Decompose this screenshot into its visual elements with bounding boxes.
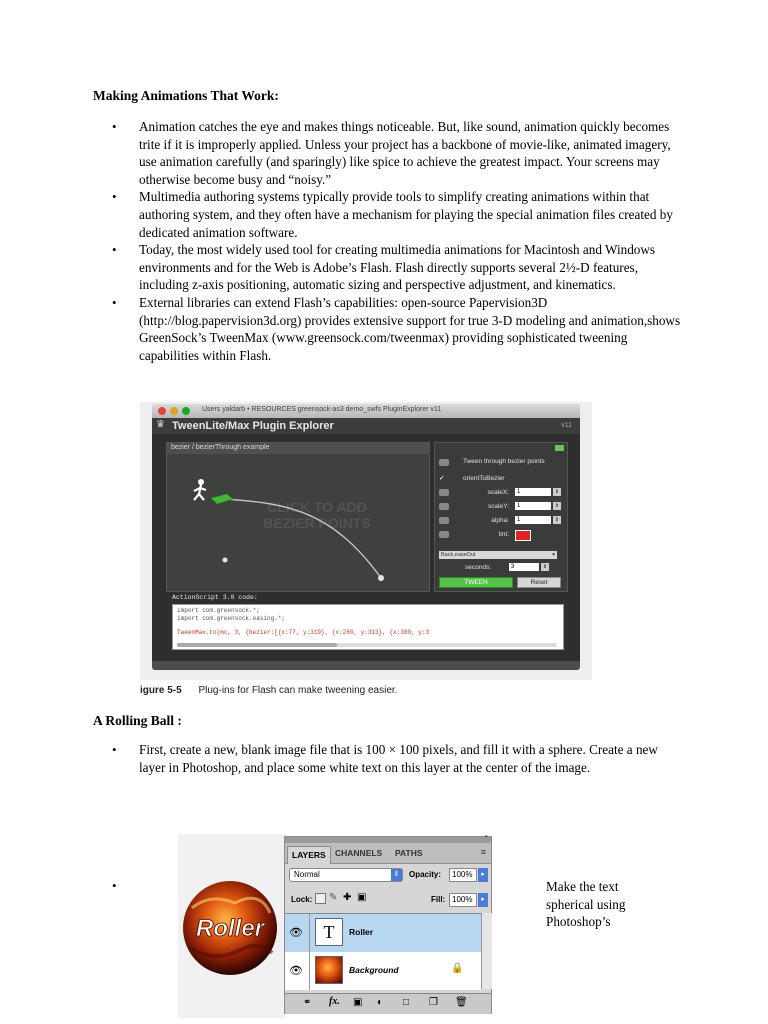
- stage-title: bezier / bezierThrough example: [171, 444, 270, 451]
- code-header: ActionScript 3.0 code:: [172, 594, 258, 601]
- bullet-list-animations: [112, 118, 687, 364]
- field-label: scaleY:: [488, 503, 509, 510]
- figure-plugin-explorer: [140, 402, 592, 680]
- version-label: v11: [561, 422, 572, 429]
- figure-caption: [140, 685, 397, 696]
- bullet-icon: •: [112, 189, 117, 205]
- list-item-text: External libraries can extend Flash’s capabilities: open-source Papervision3D (http://blog.papervision3d.org) provides extensive support for true 3-D modeling and animation,shows GreenSock’s TweenMax (www.greensock.com/tweenmax) providing sophisticated tweening capabilities within Flash.: [139, 294, 681, 363]
- row-divider: [309, 914, 310, 952]
- control-panel: [434, 442, 568, 592]
- code-line: import com.greensock.*;: [177, 607, 260, 614]
- field-label: alpha:: [491, 517, 509, 524]
- minimize-icon[interactable]: [170, 407, 178, 415]
- mask-icon[interactable]: ▣: [353, 997, 363, 1008]
- caption-label: igure 5-5: [140, 685, 182, 696]
- layer-name: Background: [349, 965, 399, 975]
- opacity-slider-icon[interactable]: ▸: [478, 868, 488, 882]
- list-item-text: Multimedia authoring systems typically provide tools to simplify creating animations within that authoring system, and they often have a mechanism for playing the special animation files created by dedicated animation software.: [139, 189, 673, 240]
- blend-mode-value: Normal: [294, 870, 320, 879]
- runner-icon: [194, 479, 206, 500]
- lock-label: Lock:: [291, 895, 313, 904]
- tint-checkbox[interactable]: [439, 531, 449, 538]
- list-item-text: First, create a new, blank image file that is 100 × 100 pixels, and fill it with a sphere. Create a new layer in Photoshop, and place some white text on this layer at the center of the image.: [139, 742, 658, 775]
- list-item: [112, 118, 687, 188]
- app-frame: [152, 418, 580, 661]
- chevron-updown-icon: ⇕: [391, 869, 402, 881]
- field-label: scaleX:: [487, 489, 509, 496]
- list-item: [112, 294, 687, 364]
- bezier-point[interactable]: [223, 558, 228, 563]
- scalex-input[interactable]: 1: [515, 488, 551, 496]
- eye-icon[interactable]: 👁: [289, 965, 303, 977]
- app-header: [152, 418, 580, 434]
- bullet-list-rolling-ball: [112, 741, 687, 776]
- bullet-icon: •: [112, 242, 117, 258]
- list-item-text: Animation catches the eye and makes things noticeable. But, like sound, animation quickly becomes trite if it is improperly applied. Unless your project has a backbone of movie-like, animated imagery, use animation carefully (and sparingly) like spice to achieve the greatest impact. Your screens may otherwise become busy and “noisy.”: [139, 119, 671, 187]
- layer-row-roller[interactable]: [285, 914, 481, 953]
- zoom-icon[interactable]: [182, 407, 190, 415]
- vertical-scrollbar[interactable]: [481, 913, 492, 989]
- lock-icon: 🔒: [451, 963, 464, 974]
- green-arrow-icon: [211, 494, 233, 504]
- roller-ball-image: [180, 878, 280, 978]
- tween-through-checkbox[interactable]: [439, 459, 449, 466]
- scalex-checkbox[interactable]: [439, 489, 449, 496]
- opacity-label: Opacity:: [409, 870, 442, 879]
- stepper-icon[interactable]: ⇕: [554, 489, 560, 495]
- status-bar: [152, 661, 580, 670]
- ease-value: Back.easeOut: [441, 552, 476, 558]
- window-titlebar: [152, 404, 580, 418]
- list-item: [112, 241, 687, 294]
- fill-input[interactable]: 100%: [449, 893, 477, 907]
- section-heading-rolling-ball: A Rolling Ball :: [93, 713, 182, 728]
- field-label: tint:: [498, 531, 509, 538]
- ball-text: Roller: [195, 915, 265, 942]
- list-item: [112, 188, 687, 241]
- tab-paths[interactable]: PATHS: [395, 848, 423, 858]
- bullet-icon: •: [112, 742, 117, 757]
- tween-button[interactable]: TWEEN: [439, 577, 513, 588]
- collapse-icon[interactable]: »: [484, 834, 488, 840]
- panel-toggle-icon[interactable]: [555, 445, 564, 451]
- code-box[interactable]: [172, 604, 564, 650]
- figure-photoshop-layers: [178, 834, 494, 1018]
- fx-icon[interactable]: fx.: [329, 996, 340, 1007]
- panel-tabs: [285, 843, 491, 864]
- stepper-icon[interactable]: ⇕: [542, 564, 548, 570]
- watermark-line: BEZIER POINTS: [263, 515, 371, 531]
- layers-list: [285, 913, 481, 990]
- layers-panel: [284, 836, 492, 1014]
- alpha-input[interactable]: 1: [515, 516, 551, 524]
- scaley-input[interactable]: 1: [515, 502, 551, 510]
- alpha-checkbox[interactable]: [439, 517, 449, 524]
- close-icon[interactable]: [158, 407, 166, 415]
- side-note-text: Make the text spherical using Photoshop’s: [546, 879, 626, 930]
- code-line: [177, 622, 559, 629]
- stepper-icon[interactable]: ⇕: [554, 517, 560, 523]
- lock-all-icon[interactable]: ▣: [357, 892, 367, 903]
- blend-mode-select[interactable]: [289, 868, 403, 882]
- tab-channels[interactable]: CHANNELS: [335, 848, 383, 858]
- green-sock-icon: ♛: [156, 419, 165, 430]
- seconds-input[interactable]: 3: [509, 563, 539, 571]
- layer-row-background[interactable]: [285, 952, 481, 990]
- horizontal-scrollbar[interactable]: [177, 643, 557, 647]
- row-divider: [309, 952, 310, 990]
- ease-select[interactable]: [439, 551, 557, 559]
- fill-label: Fill:: [431, 895, 446, 904]
- option-label: orientToBezier: [463, 475, 505, 482]
- chevron-down-icon: ▾: [552, 552, 555, 558]
- tab-layers[interactable]: LAYERS: [287, 846, 331, 864]
- section-heading-animations: Making Animations That Work:: [93, 88, 279, 103]
- lock-position-icon[interactable]: ✚: [343, 892, 352, 903]
- background-layer-thumbnail: [315, 956, 343, 984]
- bullet-icon: •: [112, 294, 117, 310]
- text-layer-thumbnail: T: [315, 918, 343, 946]
- option-label: Tween through bezier points: [463, 458, 545, 465]
- bezier-curve: [211, 498, 381, 578]
- bullet-icon: •: [112, 878, 117, 893]
- animation-stage[interactable]: [166, 442, 430, 592]
- panel-footer: [285, 993, 491, 1014]
- scrollbar-thumb[interactable]: [177, 643, 337, 647]
- bezier-path-drawing: [167, 443, 429, 591]
- orient-checkbox[interactable]: ✓: [439, 475, 445, 482]
- code-line: TweenMax.to(mc, 3, {bezier:[{x:77, y:319}, {x:280, y:313}, {x:380, y:3: [177, 629, 430, 636]
- eye-icon[interactable]: 👁: [289, 927, 303, 939]
- lock-transparency-icon[interactable]: [315, 893, 326, 904]
- panel-menu-icon[interactable]: ≡: [480, 847, 486, 857]
- caption-text: Plug-ins for Flash can make tweening easier.: [198, 685, 398, 696]
- layer-name: Roller: [349, 927, 374, 937]
- list-item: [112, 741, 687, 776]
- list-item-text: Today, the most widely used tool for creating multimedia animations for Macintosh and Windows environments and for the Web is Adobe’s Flash. Flash directly supports several 2½-D features, including z-axis positioning, automatic sizing and perspective adjustment, and kinematics.: [139, 242, 656, 293]
- app-title: TweenLite/Max Plugin Explorer: [172, 420, 334, 432]
- reset-button[interactable]: Reset: [517, 577, 561, 588]
- fill-slider-icon[interactable]: ▸: [478, 893, 488, 907]
- code-line: import com.greensock.easing.*;: [177, 614, 286, 622]
- link-icon[interactable]: ⚭: [303, 997, 312, 1008]
- bezier-point[interactable]: [378, 575, 384, 581]
- tint-color-swatch[interactable]: [515, 530, 531, 541]
- trash-icon[interactable]: 🗑: [455, 997, 468, 1008]
- new-layer-icon[interactable]: ❐: [429, 997, 438, 1008]
- scaley-checkbox[interactable]: [439, 503, 449, 510]
- window-title: Users yaldarb • RESOURCES greensock-as3 demo_swfs PluginExplorer v11: [202, 406, 442, 413]
- watermark-line: CLICK TO ADD: [267, 499, 367, 515]
- opacity-input[interactable]: 100%: [449, 868, 477, 882]
- bullet-icon: •: [112, 119, 117, 134]
- seconds-label: seconds:: [465, 564, 492, 571]
- lock-pixels-icon[interactable]: ✎: [329, 892, 338, 903]
- stepper-icon[interactable]: ⇕: [554, 503, 560, 509]
- folder-icon[interactable]: □: [403, 997, 410, 1008]
- adjustment-icon[interactable]: ◐: [377, 997, 384, 1008]
